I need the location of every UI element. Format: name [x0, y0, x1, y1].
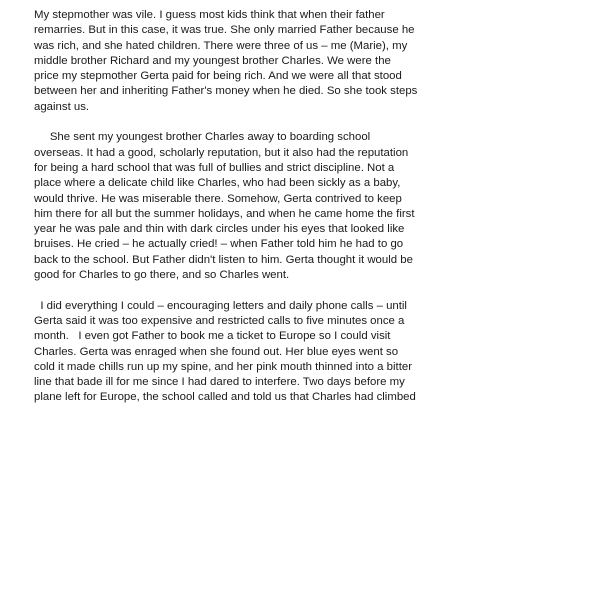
text-line: My stepmother was vile. I guess most kids think that when their father	[34, 9, 385, 21]
text-line: I did everything I could – encouraging letters and daily phone calls – until	[34, 299, 407, 312]
text-line: cold it made chills run up my spine, and her pink mouth thinned into a bitter	[34, 360, 412, 373]
text-line: month. I even got Father to book me a ticket to Europe so I could visit	[34, 330, 391, 343]
text-line: overseas. It had a good, scholarly reputation, but it also had the reputation	[34, 146, 409, 159]
text-line: year he was pale and thin with dark circles under his eyes that looked like	[34, 223, 405, 236]
text-line: place where a delicate child like Charles, who had been sickly as a baby,	[34, 177, 401, 190]
paragraph-2	[34, 130, 454, 283]
text-line: price my stepmother Gerta paid for being rich. And we were all that stood	[34, 70, 402, 83]
text-line: bruises. He cried – he actually cried! – when Father told him he had to go	[34, 238, 404, 251]
text-line: would thrive. He was miserable there. Somehow, Gerta contrived to keep	[34, 192, 402, 205]
text-line: back to the school. But Father didn't listen to him. Gerta thought it would be	[34, 253, 413, 266]
text-line: Gerta said it was too expensive and restricted calls to five minutes once a	[34, 314, 405, 327]
text-line: Charles. Gerta was enraged when she found out. Her blue eyes went so	[34, 345, 399, 358]
text-line: between her and inheriting Father's money when he died. So she took steps	[34, 85, 418, 98]
paragraph-1	[34, 8, 454, 115]
text-line: him there for all but the summer holidays, and when he came home the first	[34, 207, 415, 220]
paragraph-3	[34, 299, 454, 406]
text-line: middle brother Richard and my youngest brother Charles. We were the	[34, 54, 391, 67]
text-line: remarries. But in this case, it was true. She only married Father because he	[34, 24, 415, 37]
text-line: against us.	[34, 100, 90, 113]
text-line: plane left for Europe, the school called and told us that Charles had climbed	[34, 391, 416, 404]
text-line: line that bade ill for me since I had dared to interfere. Two days before my	[34, 376, 405, 389]
text-line: good for Charles to go there, and so Charles went.	[34, 269, 290, 282]
text-line: was rich, and she hated children. There were three of us – me (Marie), my	[34, 39, 408, 52]
text-line: She sent my youngest brother Charles away to boarding school	[34, 131, 371, 144]
text-line: for being a hard school that was full of bullies and strict discipline. Not a	[34, 161, 395, 174]
body-text	[34, 8, 454, 421]
